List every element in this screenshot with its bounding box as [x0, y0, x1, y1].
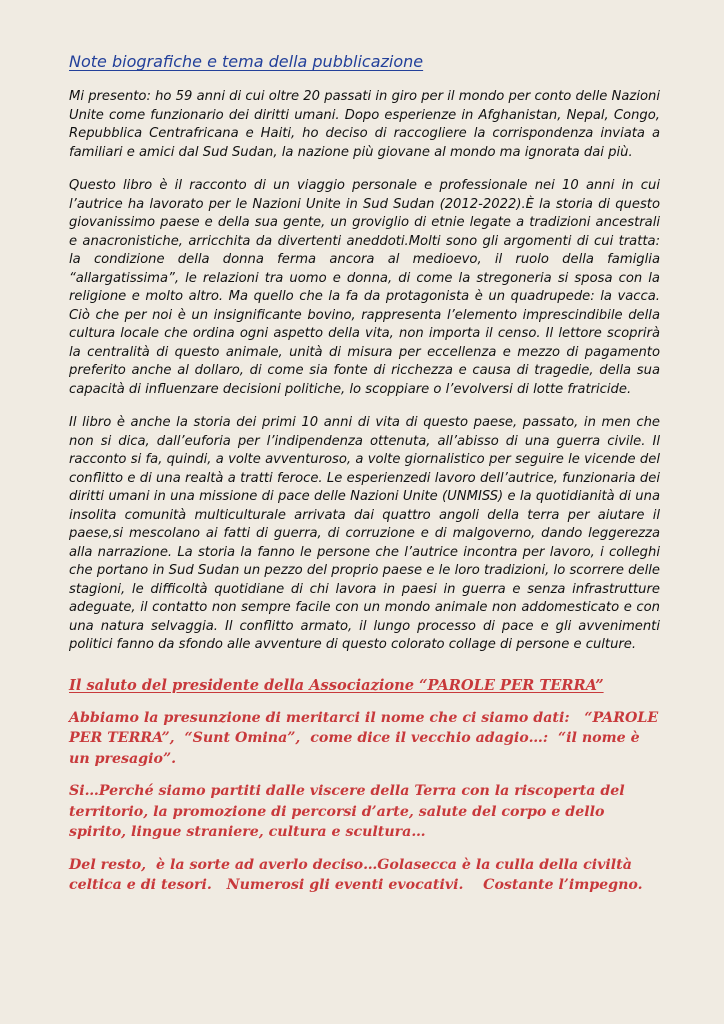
- paragraph-golasecca: Del resto, è la sorte ad averlo deciso…Golasecca è la culla della civiltà celtica e di tesori. Numerosi gli eventi evocativi. Costante l’impegno.: [69, 856, 643, 893]
- paragraph-introduction: Mi presento: ho 59 anni di cui oltre 20 passati in giro per il mondo per conto delle Nazioni Unite come funzionario dei diritti umani. Dopo esperienze in Afghanistan, Nepal, Congo, Repubblica Centrafricana e Haiti, ho deciso di raccogliere la corrispondenza inviata a familiari e amici dal Sud Sudan, la nazione più giovane al mondo ma ignorata dai più.: [69, 89, 660, 160]
- paragraph-association-origins: Si…Perché siamo partiti dalle viscere della Terra con la riscoperta del territorio, la promozione di percorsi d’arte, salute del corpo e dello spirito, lingue straniere, cultura e scultura…: [69, 783, 630, 840]
- paragraph-book-description: Questo libro è il racconto di un viaggio personale e professionale nei 10 anni in cui l’autrice ha lavorato per le Nazioni Unite in Sud Sudan (2012-2022).È la storia di questo giovanissimo paese e della sua gente, un groviglio di etnie legate a tradizioni ancestrali e anacronistiche, arricchita da divertenti aneddoti.Molti sono gli argomenti di cui tratta: la condizione della donna ferma ancora al medioevo, il ruolo della famiglia “allargatissima”, le relazioni tra uomo e donna, di come la stregoneria si sposa con la religione e molto altro. Ma quello che la fa da protagonista è un quadrupede: la vacca. Ciò che per noi è un insignificante bovino, rappresenta l’elemento imprescindibile della cultura locale che ordina ogni aspetto della vita, non importa il censo. Il lettore scoprirà la centralità di questo animale, unità di misura per eccellenza e mezzo di pagamento preferito anche al dollaro, di come sia fonte di ricchezza e causa di tragedie, della sua capacità di influenzare decisioni politiche, lo scoppiare o l’evolversi di lotte fratricide.: [69, 178, 660, 397]
- section-heading-president-greeting: Il saluto del presidente della Associazione “PAROLE PER TERRA”: [69, 676, 604, 694]
- paragraph-country-history: Il libro è anche la storia dei primi 10 anni di vita di questo paese, passato, in men che non si dica, dall’euforia per l’indipendenza ottenuta, all’abisso di una guerra civile. Il racconto si fa, quindi, a volte avventuroso, a volte giornalistico per seguire le vicende del conflitto e di una realtà a tratti feroce. Le esperienzedi lavoro dell’autrice, funzionaria dei diritti umani in una missione di pace delle Nazioni Unite (UNMISS) e la quotidianità di una insolita comunità multiculturale arrivata dai quattro angoli della terra per aiutare il paese,si mescolano ai fatti di guerra, di corruzione e di malgoverno, dando leggerezza alla narrazione. La storia la fanno le persone che l’autrice incontra per lavoro, i colleghi che portano in Sud Sudan un pezzo del proprio paese e le loro tradizioni, lo scorrere delle stagioni, le difficoltà quotidiane di chi lavora in paesi in guerra e senza infrastrutture adeguate, il contatto non sempre facile con un mondo animale non addomesticato e con una natura selvaggia. Il conflitto armato, il lungo processo di pace e gli avvenimenti politici fanno da sfondo alle avventure di questo colorato collage di persone e culture.: [69, 415, 660, 652]
- paragraph-association-name: Abbiamo la presunzione di meritarci il nome che ci siamo dati: “PAROLE PER TERRA”, “Sunt Omina”, come dice il vecchio adagio…: “il nome è un presagio”.: [69, 709, 664, 767]
- section-heading-biographical-notes: Note biografiche e tema della pubblicazione: [69, 52, 424, 71]
